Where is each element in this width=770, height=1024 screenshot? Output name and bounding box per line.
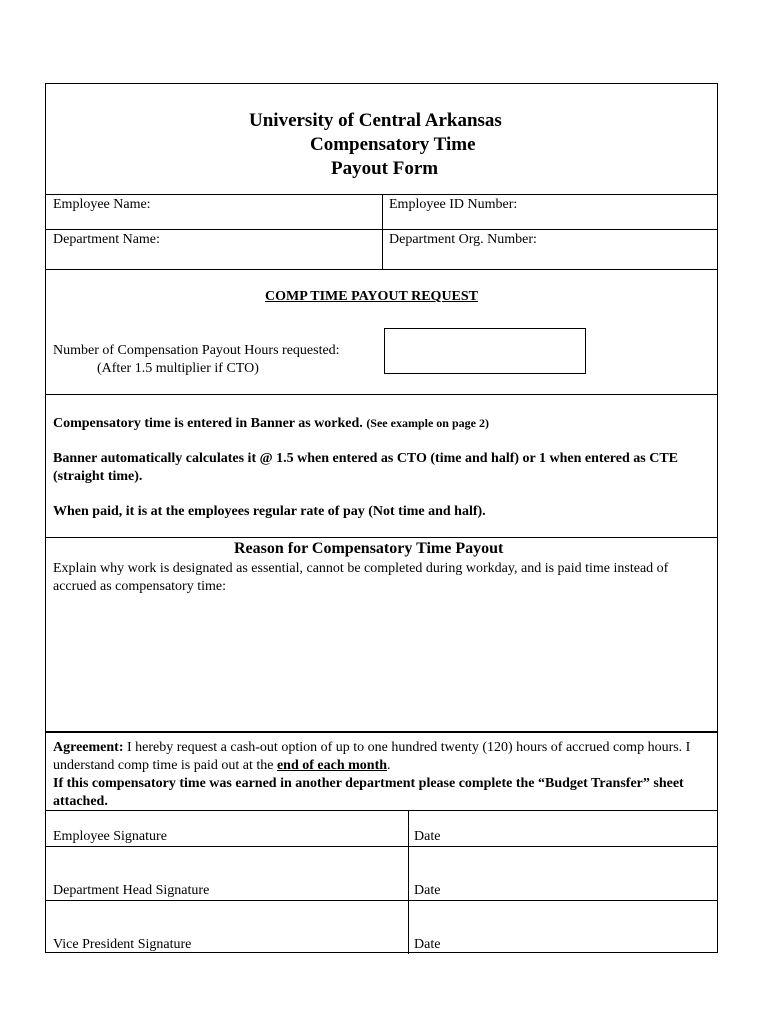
hours-label: Number of Compensation Payout Hours requested: [53, 343, 340, 358]
agreement-end: . [387, 758, 391, 773]
dept-head-signature-field[interactable]: Department Head Signature [53, 883, 210, 898]
budget-transfer-note: If this compensatory time was earned in another department please complete the “Budget Transfer” sheet attached. [53, 776, 684, 809]
payout-form [45, 83, 718, 953]
entered-info [53, 414, 713, 433]
request-heading [265, 289, 478, 305]
entered-text: Compensatory time is entered in Banner as worked. [53, 416, 363, 431]
divider [46, 900, 717, 901]
vp-date-field[interactable]: Date [414, 937, 441, 952]
divider [46, 846, 717, 847]
employee-id-field[interactable]: Employee ID Number: [389, 197, 518, 212]
agreement-emphasis: end of each month [276, 758, 388, 773]
department-org-field[interactable]: Department Org. Number: [389, 232, 537, 247]
divider [46, 394, 717, 395]
vp-signature-field[interactable]: Vice President Signature [53, 937, 192, 952]
request-heading-text: COMP TIME PAYOUT REQUEST [265, 289, 479, 304]
employee-date-field[interactable]: Date [414, 829, 441, 844]
entered-note: (See example on page 2) [366, 416, 489, 430]
reason-textarea[interactable] [53, 598, 708, 726]
dept-head-date-field[interactable]: Date [414, 883, 441, 898]
title-payout-form: Payout Form [331, 158, 439, 179]
divider [46, 731, 717, 733]
employee-name-field[interactable]: Employee Name: [53, 197, 151, 212]
hours-input[interactable] [384, 328, 586, 374]
reason-prompt: Explain why work is designated as essential, cannot be completed during workday, and is paid time instead of accrued as compensatory time: [53, 561, 669, 594]
agreement-label: Agreement: [53, 740, 124, 755]
column-divider [408, 810, 409, 954]
title-comp-time: Compensatory Time [310, 134, 476, 155]
agreement-text [53, 739, 713, 775]
hours-note: (After 1.5 multiplier if CTO) [97, 361, 259, 376]
divider [46, 537, 717, 538]
divider [46, 269, 717, 270]
agreement-body: I hereby request a cash-out option of up to one hundred twenty (120) hours of accrued comp hours. I understand comp time is paid out at the [53, 740, 691, 773]
paid-info: When paid, it is at the employees regular rate of pay (Not time and half). [53, 504, 486, 519]
column-divider [382, 194, 383, 269]
department-name-field[interactable]: Department Name: [53, 232, 160, 247]
title-university: University of Central Arkansas [249, 110, 502, 131]
reason-heading: Reason for Compensatory Time Payout [234, 540, 504, 557]
banner-info: Banner automatically calculates it @ 1.5 when entered as CTO (time and half) or 1 when entered as CTE (straight time). [53, 451, 678, 484]
employee-signature-field[interactable]: Employee Signature [53, 829, 167, 844]
